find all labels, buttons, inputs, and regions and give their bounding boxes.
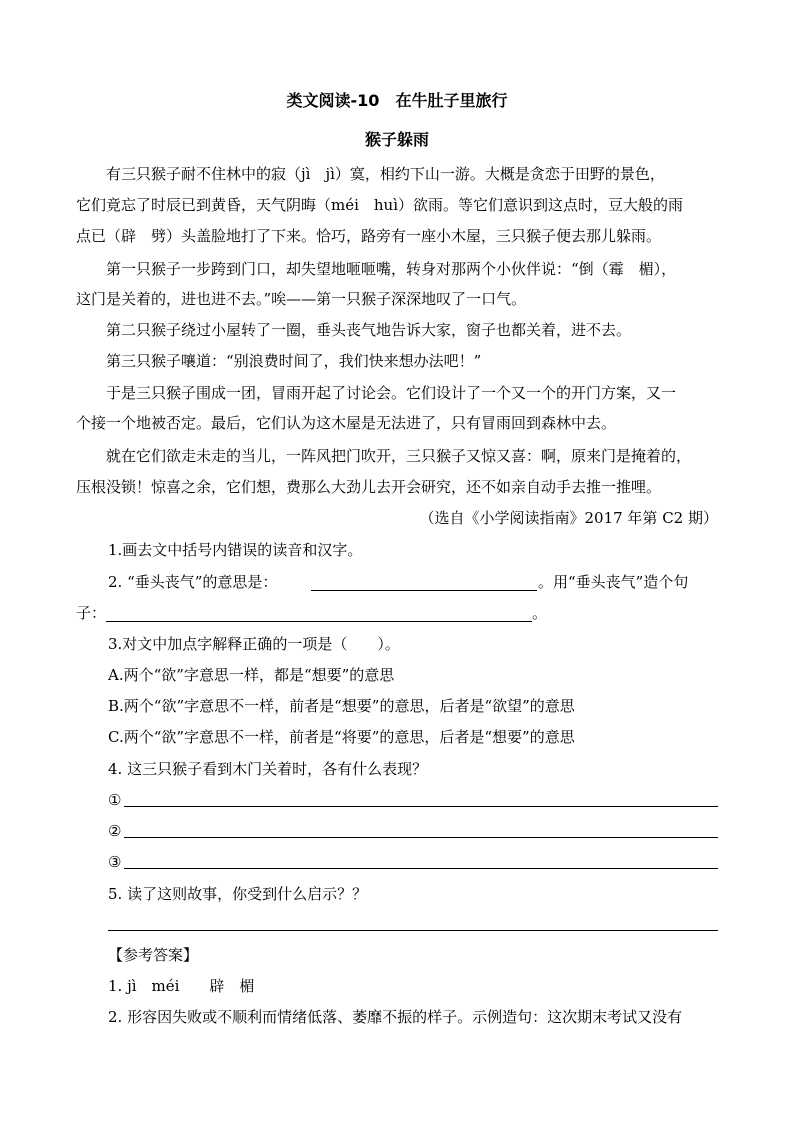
paragraph-line: 个接一个地被否定。最后，它们认为这木屋是无法进了，只有冒雨回到森林中去。 <box>76 414 617 432</box>
source-citation: （选自《小学阅读指南》2017 年第 C2 期） <box>419 509 718 527</box>
question-2-continue: 。用“垂头丧气”造个句 <box>538 573 689 591</box>
answer-1: 1. jì méi 辟 楣 <box>108 977 255 995</box>
paragraph-line: 就在它们欲走未走的当儿，一阵风把门吹开，三只猴子又惊又喜：啊，原来门是掩着的， <box>76 447 692 465</box>
paragraph-line: 于是三只猴子围成一团，冒雨开起了讨论会。它们设计了一个又一个的开门方案，又一 <box>76 384 677 402</box>
question-3: 3.对文中加点字解释正确的一项是（ ）。 <box>108 635 400 653</box>
answer-line-2[interactable] <box>124 837 718 838</box>
option-c: C.两个“欲”字意思不一样，前者是“将要”的意思，后者是“想要”的意思 <box>108 728 575 746</box>
answer-blank-line[interactable] <box>311 590 537 591</box>
answer-marker-3: ③ <box>108 853 122 871</box>
option-b: B.两个“欲”字意思不一样，前者是“想要”的意思，后者是“欲望”的意思 <box>108 697 575 715</box>
paragraph-line: 第三只猴子嚷道：“别浪费时间了，我们快来想办法吧！” <box>76 352 482 370</box>
answer-marker-1: ① <box>108 791 122 809</box>
answer-line-1[interactable] <box>124 806 718 807</box>
paragraph-line: 它们竟忘了时辰已到黄昏，天气阴晦（méi huì）欲雨。等它们意识到这点时，豆大般的雨 <box>76 196 684 214</box>
option-a: A.两个“欲”字意思一样，都是“想要”的意思 <box>108 666 395 684</box>
question-4: 4. 这三只猴子看到木门关着时，各有什么表现？ <box>108 760 428 778</box>
question-2-prompt: 2. “垂头丧气”的意思是： <box>108 573 278 591</box>
answers-header: 【参考答案】 <box>108 946 199 964</box>
paragraph-line: 第一只猴子一步跨到门口，却失望地咂咂嘴，转身对那两个小伙伴说：“倒（霉 楣）， <box>76 260 677 278</box>
answer-line-3[interactable] <box>124 868 718 869</box>
question-2-sentence-label: 子： <box>76 604 107 622</box>
question-5: 5. 读了这则故事，你受到什么启示？？ <box>108 885 368 903</box>
question-2-end: 。 <box>532 604 548 622</box>
answer-blank-line[interactable] <box>106 621 532 622</box>
document-title: 类文阅读-10 在牛肚子里旅行 <box>286 91 508 110</box>
paragraph-line: 这门是关着的，进也进不去。”唉——第一只猴子深深地叹了一口气。 <box>76 290 527 308</box>
paragraph-line: 点已（辟 劈）头盖脸地打了下来。恰巧，路旁有一座小木屋，三只猴子便去那儿躲雨。 <box>76 227 662 245</box>
paragraph-line: 压根没锁！惊喜之余，它们想，费那么大劲儿去开会研究，还不如亲自动手去推一推哩。 <box>76 478 662 496</box>
question-1: 1.画去文中括号内错误的读音和汉字。 <box>108 541 363 559</box>
story-title: 猴子躲雨 <box>364 130 429 149</box>
paragraph-line: 有三只猴子耐不住林中的寂（jì jì）寞，相约下山一游。大概是贪恋于田野的景色， <box>76 165 665 183</box>
answer-marker-2: ② <box>108 822 122 840</box>
answer-2: 2. 形容因失败或不顺利而情绪低落、萎靡不振的样子。示例造句：这次期末考试又没有 <box>108 1008 683 1026</box>
answer-line-5[interactable] <box>108 930 718 931</box>
paragraph-line: 第二只猴子绕过小屋转了一圈，垂头丧气地告诉大家，窗子也都关着，进不去。 <box>76 321 632 339</box>
